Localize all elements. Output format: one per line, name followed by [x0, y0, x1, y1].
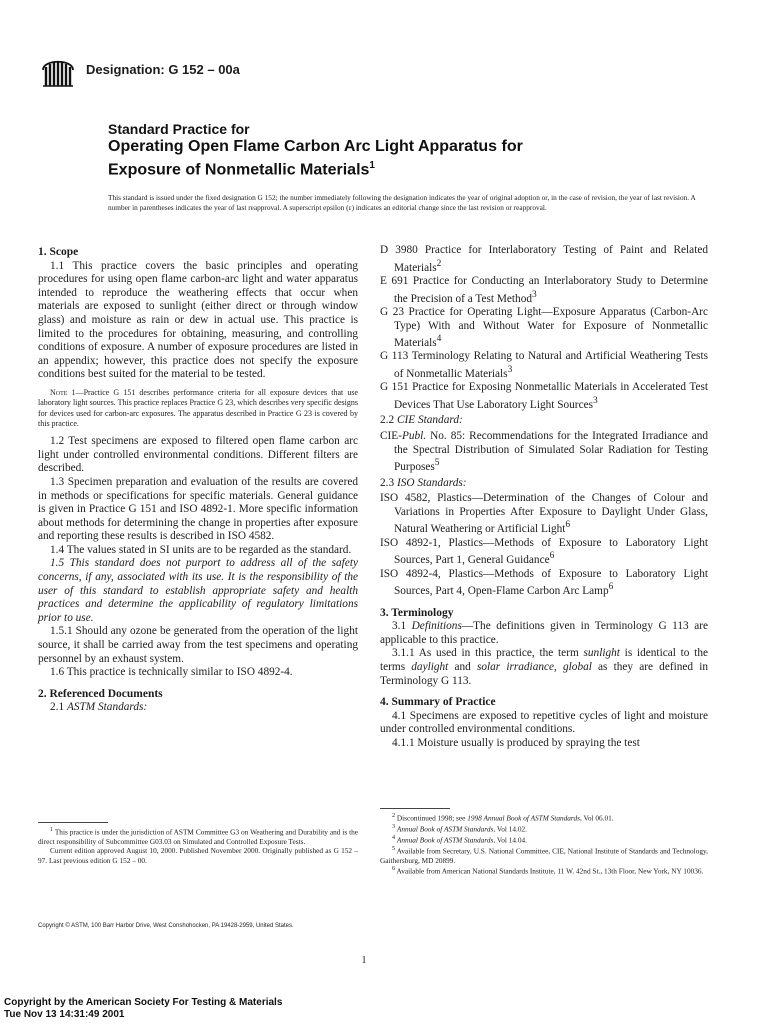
- para-1-2: 1.2 Test specimens are exposed to filtered open flame carbon arc light under controlled environmental conditions. Different filters are described.: [38, 435, 358, 475]
- designation: Designation: G 152 – 00a: [86, 62, 240, 77]
- right-column: [380, 244, 708, 750]
- footnote-6: $^6$ Available from American National Standards Institute, 11 W. 42nd St., 13th Floor, New York, NY 10036.: [392, 866, 704, 876]
- note-label: Note 1: [50, 387, 76, 397]
- reference-item: G 151 Practice for Exposing Nonmetallic Materials in Accelerated Test Devices That Use Laboratory Light Sources$^3$: [380, 381, 708, 411]
- reference-item: ISO 4892-1, Plastics—Methods of Exposure to Laboratory Light Sources, Part 1, General Guidance$^6$: [380, 536, 708, 566]
- page-number: 1: [361, 955, 367, 966]
- para-2-3: 2.3 ISO Standards:: [380, 476, 467, 489]
- reference-item: ISO 4892-4, Plastics—Methods of Exposure to Laboratory Light Sources, Part 4, Open-Flame Carbon Arc Lamp$^6$: [380, 567, 708, 597]
- reference-item: G 23 Practice for Operating Light—Exposure Apparatus (Carbon-Arc Type) With and Without Water for Exposure of Nonmetallic Materials$^4$: [380, 305, 708, 349]
- reference-item: G 113 Terminology Relating to Natural and Artificial Weathering Tests of Nonmetallic Materials$^3$: [380, 350, 708, 380]
- note-1: [38, 388, 358, 429]
- section-heading-terminology: 3. Terminology: [380, 606, 454, 619]
- reference-item: D 3980 Practice for Interlaboratory Testing of Paint and Related Materials$^2$: [380, 244, 708, 274]
- title-line-3: Exposure of Nonmetallic Materials: [108, 161, 370, 179]
- astm-logo: [39, 56, 77, 94]
- para-4-1-1: 4.1.1 Moisture usually is produced by spraying the test: [392, 736, 640, 749]
- para-2-1: [38, 701, 358, 715]
- title-line-2: Operating Open Flame Carbon Arc Light Apparatus for: [108, 138, 523, 155]
- reference-item: E 691 Practice for Conducting an Interlaboratory Study to Determine the Precision of a Test Method$^3$: [380, 274, 708, 305]
- para-1-1: 1.1 This practice covers the basic principles and operating procedures for using open flame carbon-arc light and water apparatus intended to reproduce the weathering effects that occur when materials are exposed to sunlight (either direct or through window glass) and moisture as rain or dew in actual use. This practice is limited to the procedures for obtaining, measuring, and controlling conditions of exposure. A number of exposure procedures are listed in an appendix; however, this practice does not specify the exposure conditions best suited for the material to be tested.: [38, 259, 358, 381]
- footnote-rule: [38, 822, 108, 823]
- stamp-line-1: Copyright by the American Society For Testing & Materials: [4, 997, 283, 1008]
- title-footnote-mark: 1: [369, 160, 375, 171]
- footnotes-left: [38, 822, 358, 865]
- issued-note: This standard is issued under the fixed designation G 152; the number immediately following the designation indicates the year of original adoption or, in the case of revision, the year of last revision. A number in parentheses indicates the year of last reapproval. A superscript epsilon (ε) indicates an editorial change since the last revision or reapproval.: [108, 193, 696, 212]
- stamp-line-2: Tue Nov 13 14:31:49 2001: [4, 1008, 125, 1020]
- note-text: —Practice G 151 describes performance criteria for all exposure devices that use laboratory light sources. This practice replaces Practice G 23, which describes very specific designs for devices used for carbon-arc exposures. The apparatus described in Practice G 23 is covered by this practice.: [38, 387, 358, 428]
- download-stamp: [4, 997, 282, 1020]
- para-3-1: 3.1 Definitions—The definitions given in Terminology G 113 are applicable to this practice.: [380, 620, 708, 646]
- footnote-1: $^1$ This practice is under the jurisdiction of ASTM Committee G3 on Weathering and Durability and is the direct responsibility of Subcommittee G03.03 on Simulated and Controlled Exposure Tests.: [38, 827, 358, 846]
- para-2-1-number: 2.1: [50, 701, 65, 714]
- para-1-5-1: 1.5.1 Should any ozone be generated from the operation of the light source, it shall be carried away from the test specimens and operating personnel by an exhaust system.: [38, 625, 358, 665]
- left-column: [38, 246, 358, 715]
- para-1-5: 1.5 This standard does not purport to address all of the safety concerns, if any, associated with its use. It is the responsibility of the user of this standard to establish appropriate safety and health practices and determine the applicability of regulatory limitations prior to use.: [38, 557, 358, 624]
- para-2-2: 2.2 CIE Standard:: [380, 414, 463, 427]
- footnote-4: $^4$ Annual Book of ASTM Standards, Vol 14.04.: [392, 834, 527, 845]
- astm-reference-list: [380, 244, 708, 412]
- footnote-5: $^5$ Available from Secretary, U.S. National Committee, CIE, National Institute of Standards and Technology, Gaithersburg, MD 20899.: [380, 845, 708, 865]
- footnotes-right: [380, 808, 708, 876]
- para-3-1-1: 3.1.1 As used in this practice, the term sunlight is identical to the terms daylight and solar irradiance, global as they are defined in Terminology G 113.: [380, 647, 708, 687]
- para-4-1: 4.1 Specimens are exposed to repetitive cycles of light and moisture under controlled environmental conditions.: [380, 709, 708, 736]
- cie-reference: CIE-Publ. No. 85: Recommendations for the Integrated Irradiance and the Spectral Distribution of Simulated Solar Radiation for Testing Purposes$^5$: [380, 429, 708, 473]
- section-heading-scope: 1. Scope: [38, 246, 79, 258]
- copyright-line: Copyright © ASTM, 100 Barr Harbor Drive, West Conshohocken, PA 19428-2959, United States.: [38, 923, 294, 929]
- footnote-1-edition: Current edition approved August 10, 2000. Published November 2000. Originally published as G 152 – 97. Last previous edition G 152 – 00.: [38, 846, 358, 865]
- footnote-2: $^2$ Discontinued 1998; see 1998 Annual Book of ASTM Standards, Vol 06.01.: [392, 813, 614, 823]
- section-heading-summary: 4. Summary of Practice: [380, 696, 496, 709]
- iso-reference-list: [380, 492, 708, 598]
- title-line-1: Standard Practice for: [108, 121, 250, 137]
- section-heading-referenced-documents: 2. Referenced Documents: [38, 687, 163, 700]
- document-title: [108, 121, 708, 179]
- para-1-4: 1.4 The values stated in SI units are to be regarded as the standard.: [50, 543, 352, 556]
- para-2-1-label: ASTM Standards:: [66, 701, 148, 714]
- para-1-6: 1.6 This practice is technically similar to ISO 4892-4.: [50, 666, 293, 679]
- para-1-3: 1.3 Specimen preparation and evaluation of the results are covered in methods or specifications for specific materials. General guidance is given in Practice G 151 and ISO 4892-1. More specific information about methods for determining the change in properties after exposure and reporting these results is described in ISO 4582.: [38, 475, 358, 543]
- footnote-rule: [380, 808, 450, 809]
- reference-item: ISO 4582, Plastics—Determination of the Changes of Colour and Variations in Properties After Exposure to Daylight Under Glass, Natural Weathering or Artificial Light$^6$: [380, 492, 708, 536]
- footnote-3: $^3$ Annual Book of ASTM Standards, Vol 14.02.: [392, 823, 527, 834]
